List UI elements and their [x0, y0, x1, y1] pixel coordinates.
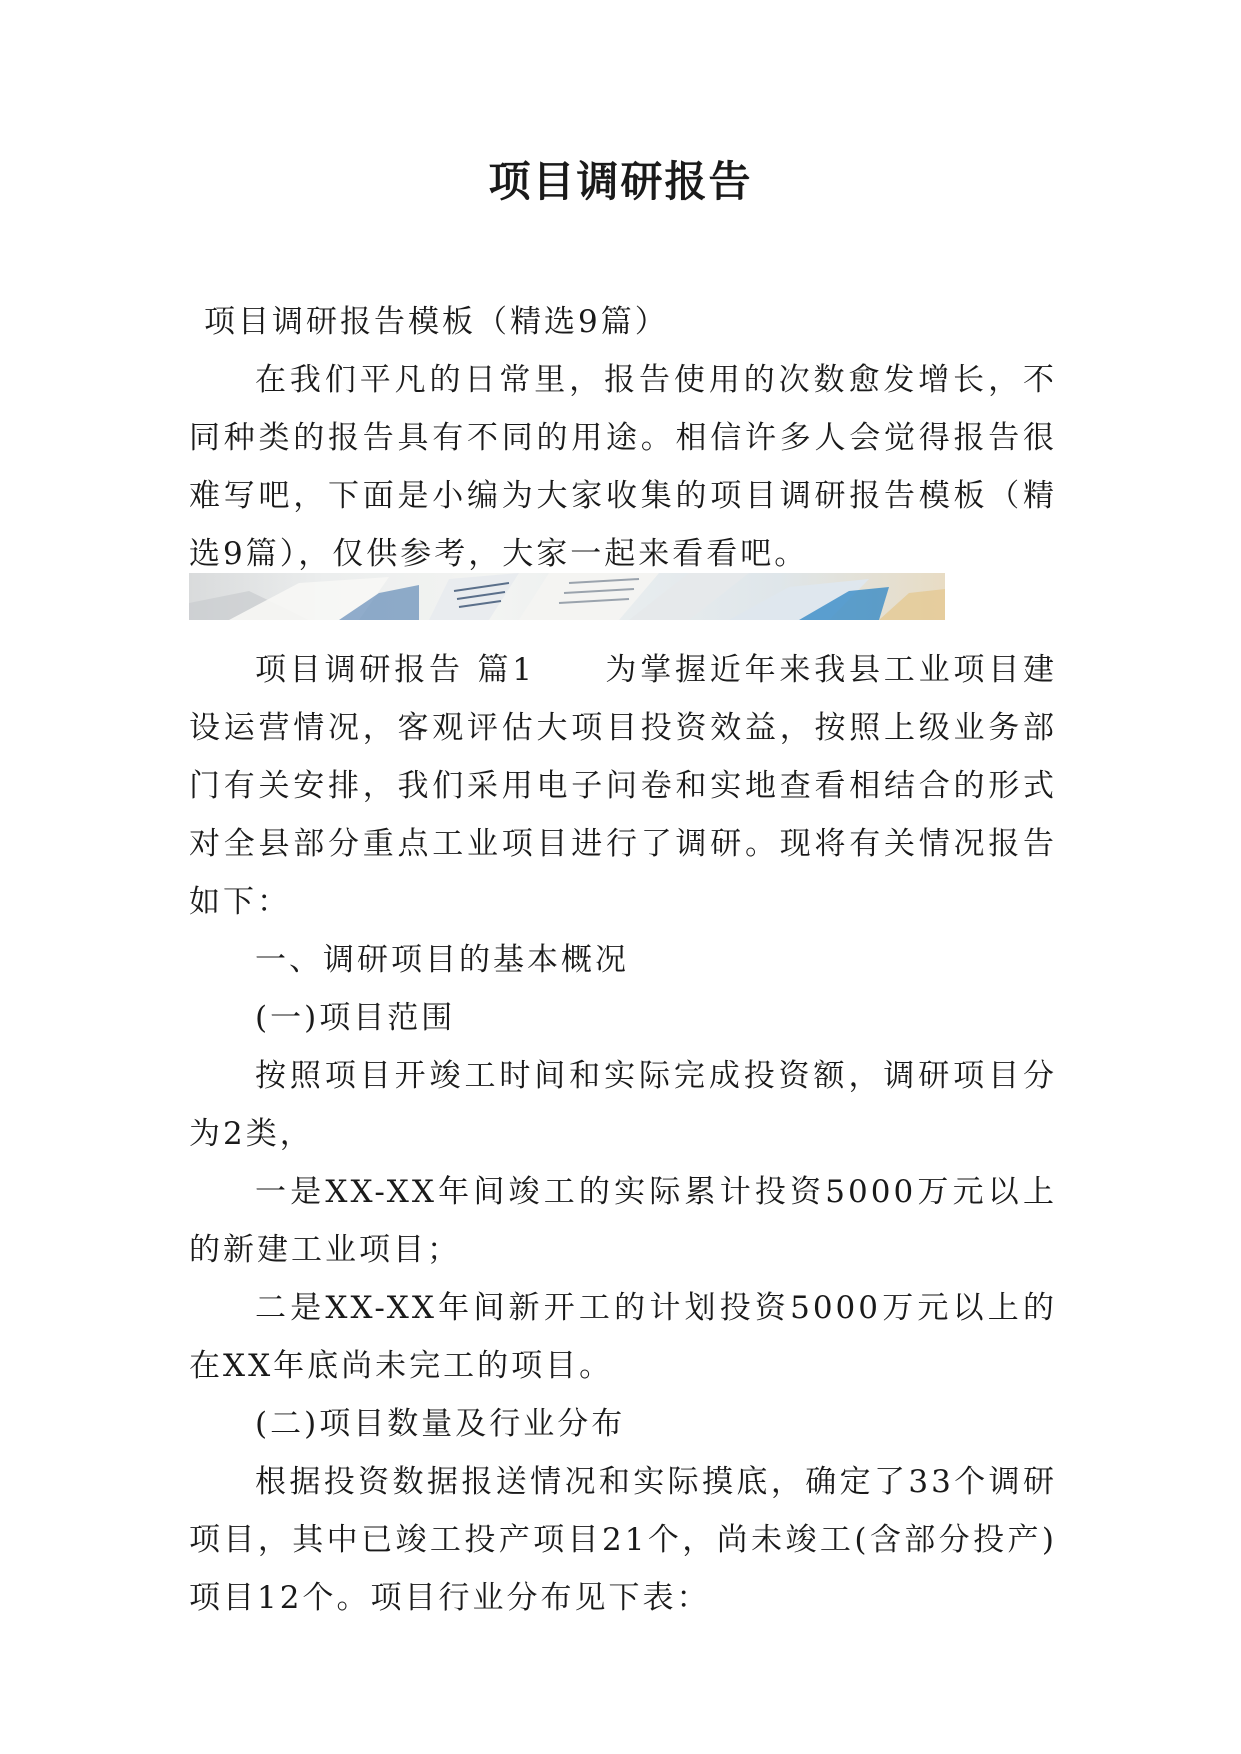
heading-level-2: (一)项目范围: [255, 1000, 456, 1036]
body-paragraph: 一是XX-XX年间竣工的实际累计投资5000万元以上的新建工业项目；: [189, 1174, 1057, 1268]
section-block: [189, 641, 1057, 1627]
banner-graphic: [189, 573, 945, 620]
document-subtitle: 项目调研报告模板（精选9篇）: [204, 304, 669, 340]
intro-paragraph: 在我们平凡的日常里，报告使用的次数愈发增长，不同种类的报告具有不同的用途。相信许多人会觉得报告很难写吧，下面是小编为大家收集的项目调研报告模板（精选9篇），仅供参考，大家一起来看看吧。: [189, 362, 1057, 572]
heading-level-2: (二)项目数量及行业分布: [255, 1406, 626, 1442]
banner-image: [189, 573, 945, 620]
heading-level-1: 一、调研项目的基本概况: [255, 942, 629, 978]
body-paragraph: 根据投资数据报送情况和实际摸底，确定了33个调研项目，其中已竣工投产项目21个，尚未竣工(含部分投产)项目12个。项目行业分布见下表：: [189, 1464, 1057, 1616]
document-title: 项目调研报告: [488, 157, 753, 206]
section-heading-paragraph: 项目调研报告 篇1 为掌握近年来我县工业项目建设运营情况，客观评估大项目投资效益，按照上级业务部门有关安排，我们采用电子问卷和实地查看相结合的形式对全县部分重点工业项目进行了调研。现将有关情况报告如下：: [189, 652, 1057, 920]
body-paragraph: 按照项目开竣工时间和实际完成投资额，调研项目分为2类，: [189, 1058, 1057, 1152]
intro-block: [189, 293, 1057, 583]
body-paragraph: 二是XX-XX年间新开工的计划投资5000万元以上的在XX年底尚未完工的项目。: [189, 1290, 1057, 1384]
